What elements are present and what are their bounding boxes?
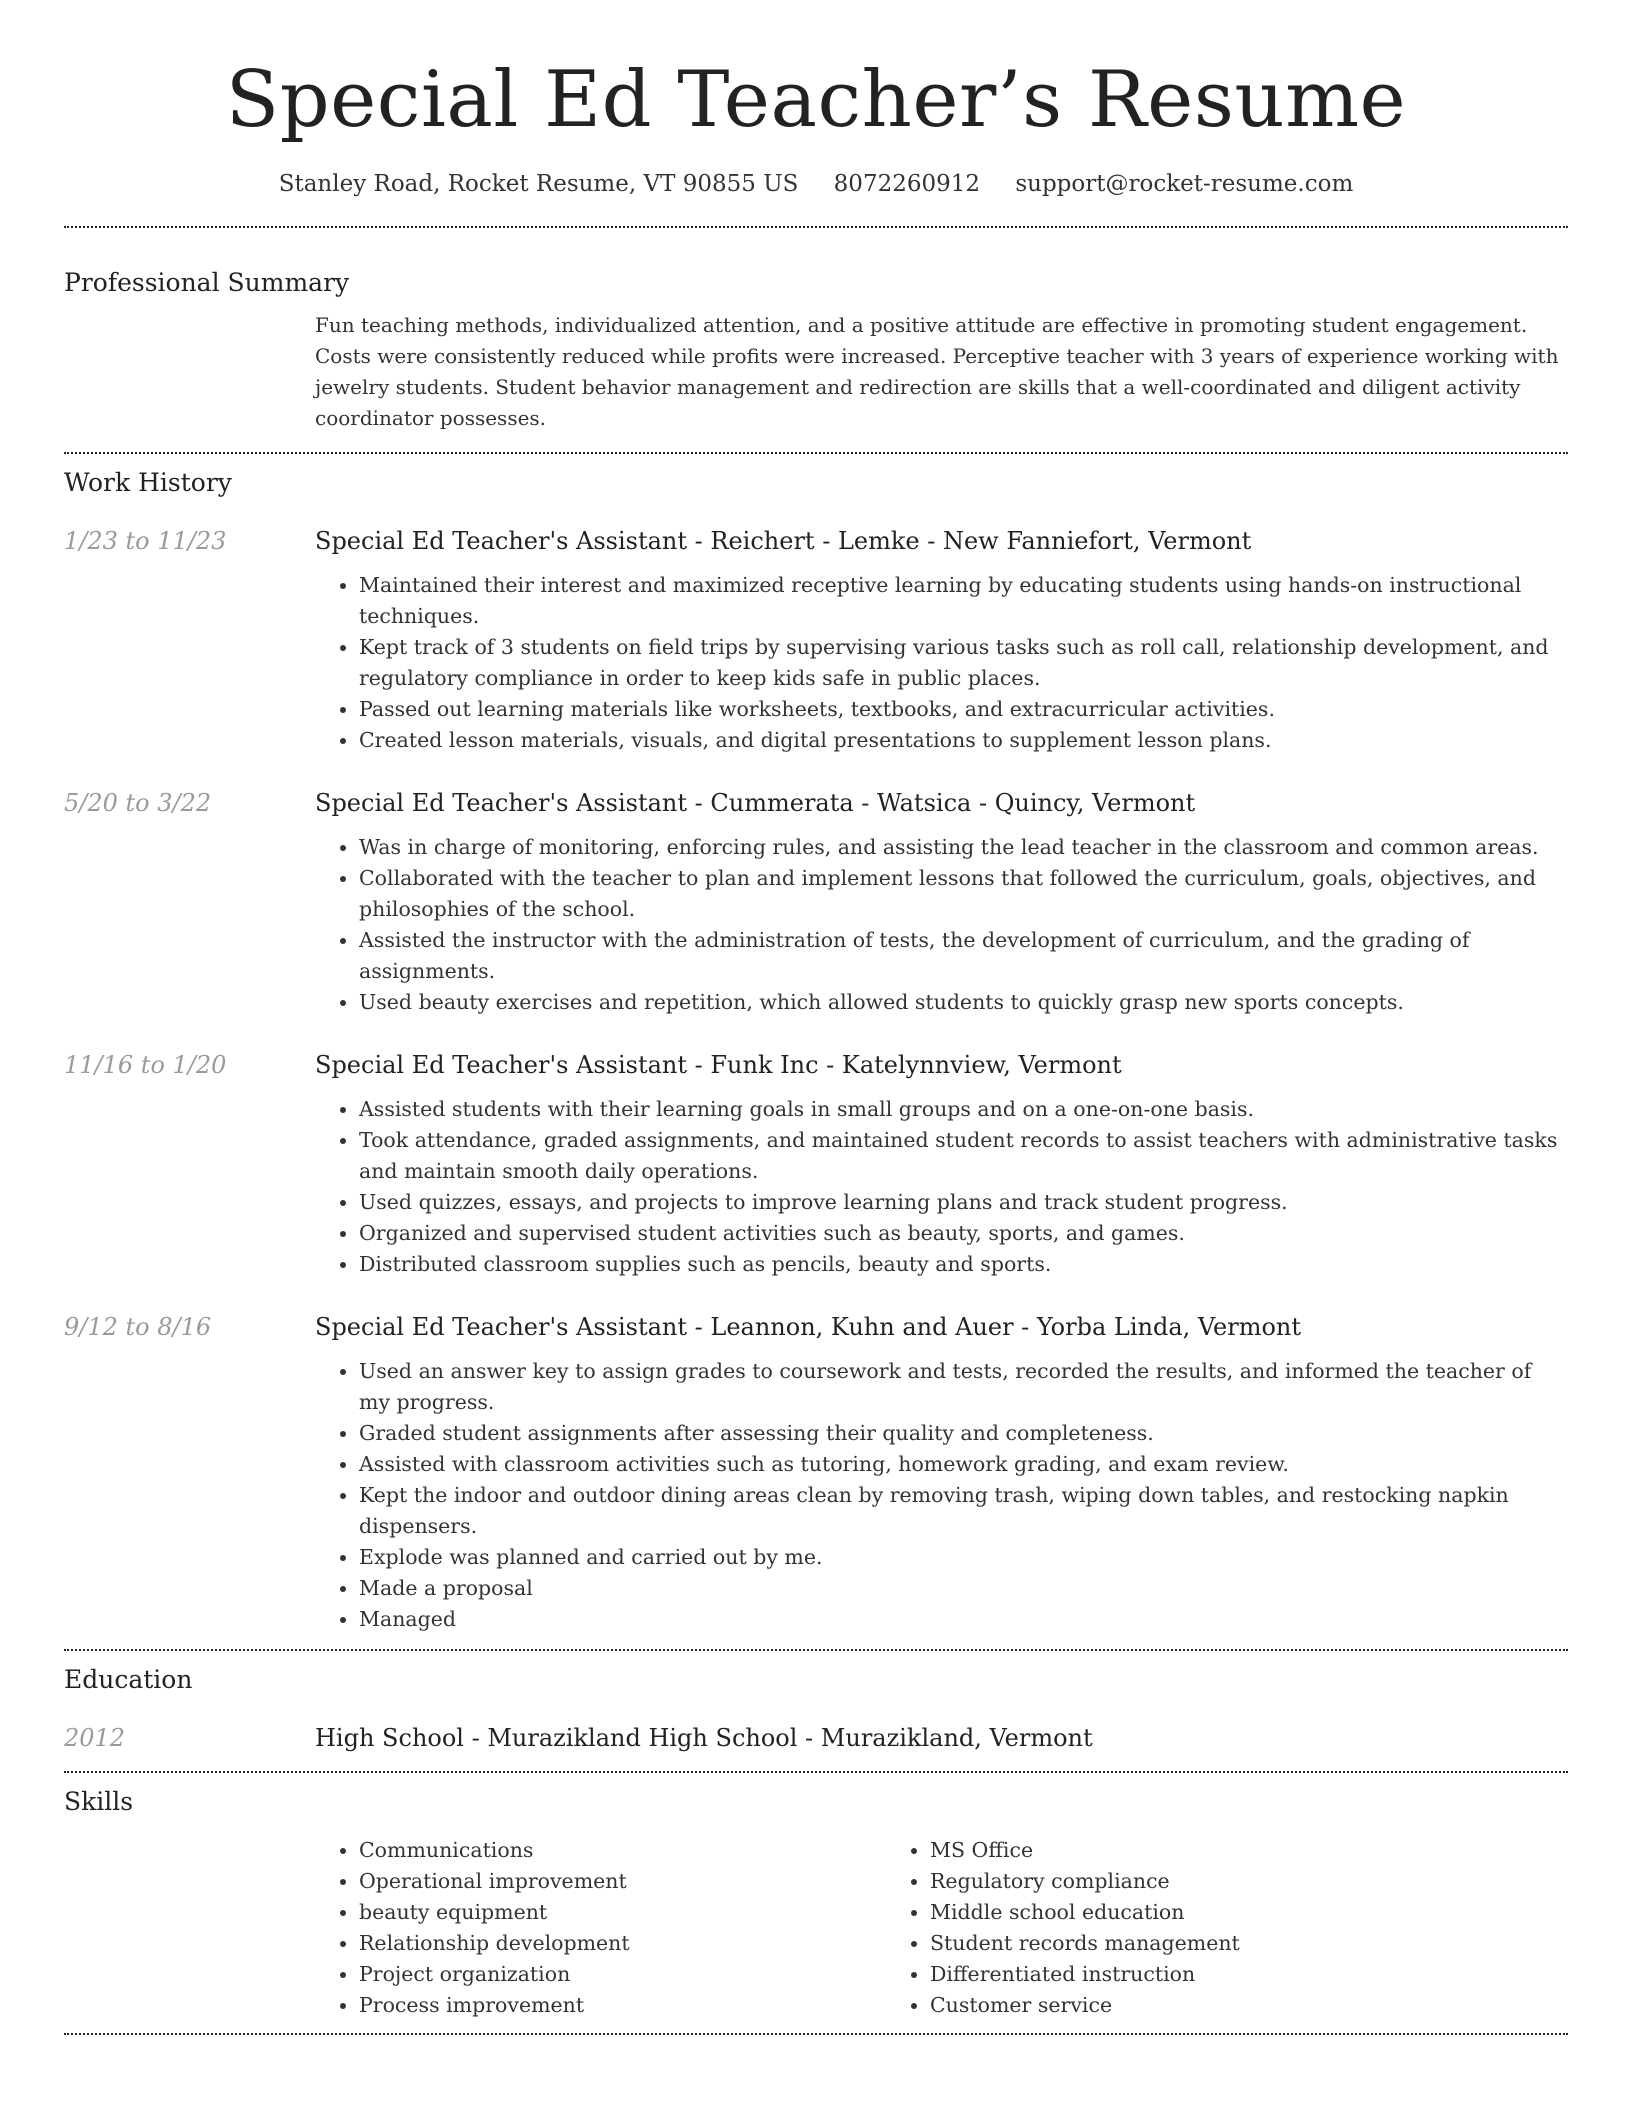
divider <box>64 1771 1568 1773</box>
job-entry <box>64 786 1568 1018</box>
skill-item: • Customer service <box>930 1990 1457 2021</box>
job-dates: 1/23 to 11/23 <box>64 527 227 555</box>
divider <box>64 452 1568 454</box>
list-item: • Collaborated with the teacher to plan and implement lessons that followed the curriculum, goals, objectives, and philosophies of the school. <box>359 863 1568 925</box>
list-item: • Kept track of 3 students on field trips by supervising various tasks such as roll call, relationship development, and regulatory compliance in order to keep kids safe in public places. <box>359 632 1568 694</box>
section-title-skills: Skills <box>64 1787 134 1816</box>
job-entry <box>64 1048 1568 1280</box>
skill-item: • beauty equipment <box>359 1897 886 1928</box>
education-title: High School - Murazikland High School - Murazikland, Vermont <box>315 1724 1093 1752</box>
section-title-work: Work History <box>64 468 232 497</box>
list-item: • Made a proposal <box>359 1573 1568 1604</box>
resume-page <box>64 0 1568 2035</box>
phone[interactable]: 8072260912 <box>833 171 981 197</box>
list-item: • Managed <box>359 1604 1568 1635</box>
skill-item: • Process improvement <box>359 1990 886 2021</box>
skill-item: • Middle school education <box>930 1897 1457 1928</box>
job-bullets <box>315 570 1568 756</box>
divider <box>64 2033 1568 2035</box>
skill-item: • Operational improvement <box>359 1866 886 1897</box>
email[interactable]: support@rocket-resume.com <box>1015 171 1354 197</box>
education-entry <box>64 1721 1568 1755</box>
job-entry <box>64 1310 1568 1635</box>
job-bullets <box>315 1094 1568 1280</box>
job-title: Special Ed Teacher's Assistant - Leannon, Kuhn and Auer - Yorba Linda, Vermont <box>315 1313 1302 1341</box>
list-item: • Used quizzes, essays, and projects to improve learning plans and track student progress. <box>359 1187 1568 1218</box>
summary-text: Fun teaching methods, individualized attention, and a positive attitude are effective in promoting student engagement. Costs were consistently reduced while profits were increased. Perceptive teacher with 3 years of experience working with jewelry students. Student behavior management and redirection are skills that a well-coordinated and diligent activity coordinator possesses. <box>315 313 1559 430</box>
section-title-summary: Professional Summary <box>64 268 350 297</box>
list-item: • Was in charge of monitoring, enforcing rules, and assisting the lead teacher in the classroom and common areas. <box>359 832 1568 863</box>
job-dates: 9/12 to 8/16 <box>64 1313 212 1341</box>
job-title: Special Ed Teacher's Assistant - Cummerata - Watsica - Quincy, Vermont <box>315 789 1196 817</box>
job-dates: 11/16 to 1/20 <box>64 1051 227 1079</box>
job-bullets <box>315 1356 1568 1635</box>
list-item: • Distributed classroom supplies such as pencils, beauty and sports. <box>359 1249 1568 1280</box>
job-dates: 5/20 to 3/22 <box>64 789 212 817</box>
skills-column-right <box>886 1835 1457 2021</box>
skill-item: • Relationship development <box>359 1928 886 1959</box>
list-item: • Organized and supervised student activities such as beauty, sports, and games. <box>359 1218 1568 1249</box>
resume-title: Special Ed Teacher’s Resume <box>225 55 1407 145</box>
job-entry <box>64 524 1568 756</box>
skills-list <box>315 1835 1568 2021</box>
skill-item: • MS Office <box>930 1835 1457 1866</box>
skills-column-left <box>315 1835 886 2021</box>
list-item: • Kept the indoor and outdoor dining areas clean by removing trash, wiping down tables, and restocking napkin dispensers. <box>359 1480 1568 1542</box>
job-title: Special Ed Teacher's Assistant - Funk Inc - Katelynnview, Vermont <box>315 1051 1122 1079</box>
divider <box>64 1649 1568 1651</box>
skill-item: • Project organization <box>359 1959 886 1990</box>
job-bullets <box>315 832 1568 1018</box>
address: Stanley Road, Rocket Resume, VT 90855 US <box>278 171 799 197</box>
skill-item: • Student records management <box>930 1928 1457 1959</box>
list-item: • Passed out learning materials like worksheets, textbooks, and extracurricular activities. <box>359 694 1568 725</box>
list-item: • Explode was planned and carried out by me. <box>359 1542 1568 1573</box>
list-item: • Graded student assignments after assessing their quality and completeness. <box>359 1418 1568 1449</box>
contact-line <box>64 168 1568 200</box>
section-title-education: Education <box>64 1665 193 1694</box>
skill-item: • Differentiated instruction <box>930 1959 1457 1990</box>
list-item: • Maintained their interest and maximized receptive learning by educating students using hands-on instructional techniques. <box>359 570 1568 632</box>
list-item: • Assisted with classroom activities such as tutoring, homework grading, and exam review. <box>359 1449 1568 1480</box>
list-item: • Took attendance, graded assignments, and maintained student records to assist teachers with administrative tasks and maintain smooth daily operations. <box>359 1125 1568 1187</box>
list-item: • Assisted students with their learning goals in small groups and on a one-on-one basis. <box>359 1094 1568 1125</box>
list-item: • Used an answer key to assign grades to coursework and tests, recorded the results, and informed the teacher of my progress. <box>359 1356 1568 1418</box>
divider <box>64 226 1568 228</box>
list-item: • Assisted the instructor with the administration of tests, the development of curriculum, and the grading of assignments. <box>359 925 1568 987</box>
list-item: • Used beauty exercises and repetition, which allowed students to quickly grasp new sports concepts. <box>359 987 1568 1018</box>
skill-item: • Regulatory compliance <box>930 1866 1457 1897</box>
skill-item: • Communications <box>359 1835 886 1866</box>
list-item: • Created lesson materials, visuals, and digital presentations to supplement lesson plans. <box>359 725 1568 756</box>
education-year: 2012 <box>64 1724 126 1752</box>
job-title: Special Ed Teacher's Assistant - Reichert - Lemke - New Fanniefort, Vermont <box>315 527 1252 555</box>
